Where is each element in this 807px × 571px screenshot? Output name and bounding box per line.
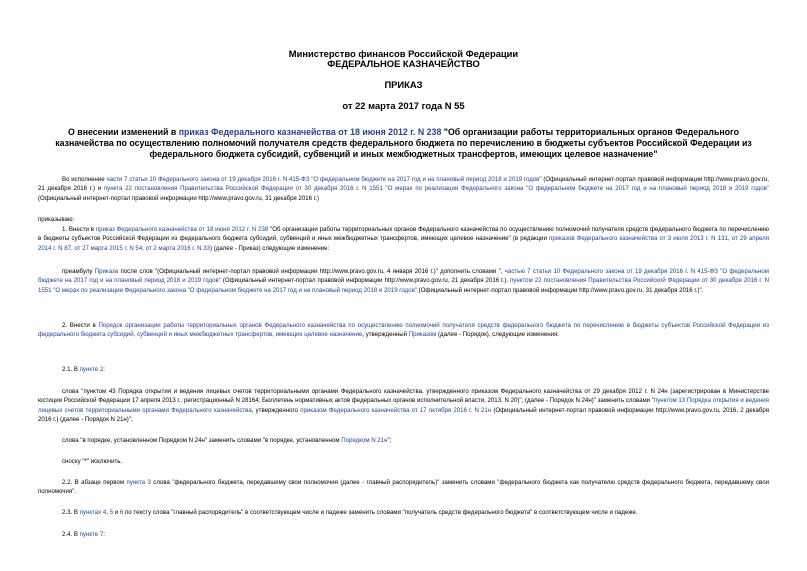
text: ) (далее - Приказ) следующие изменение: — [210, 244, 330, 252]
text: по тексту слова "главный распорядитель" в соответствующем числе и падеже заменить словами "получатель средств федерального бюджета" в соответствующем числе и падеже. — [123, 509, 638, 516]
law-415fz-part7-link[interactable]: частью 7 статьи 10 Федерального закона от 19 декабря 2016 г. N 415-ФЗ "О федеральном бюджете на 2017 год и на плановый период 2018 и 2019 годов" — [38, 268, 769, 285]
text: слова "в порядке, установленном Порядком N 24н" заменить словами "в порядке, установленном — [62, 437, 342, 444]
text: "; — [387, 437, 392, 444]
text: , утвержденного — [251, 406, 301, 414]
paragraph-order-word: приказываю: — [38, 216, 75, 223]
text: "Об организации работы территориальных органов Федерального казначейства по осуществлению полномочий получателя средств федерального бюджета по перечислению в бюджеты субъектов Российской Федерации из федерального бюджета субсидий, субвенций и иных межбюджетных трансфертов, имеющих целевое назначение" (в редакции — [38, 226, 769, 243]
paragraph-words-replace-2 — [38, 436, 769, 445]
title-text-post: "Об организации работы территориальных органов Федерального казначейства по осуществлению полномочий получателя средств федерального бюджета по перечислению в бюджеты субъектов Российской Федерации из федерального бюджета субсидий, субвенций и иных межбюджетных трансфертов, имеющих целевое назначение" — [55, 127, 752, 159]
ministry-name: Министерство финансов Российской Федерации — [288, 48, 519, 59]
paragraph-item-1 — [38, 225, 769, 253]
text: слова "пунктом 43 Порядка открытия и ведения лицевых счетов территориальными органами Федерального казначейства, утвержденного приказом Федерального казначейства от 29 декабря 2012 г. N 24н (зарегистрирован в Министерстве юстиции Российской Федерации 17 апреля 2013 г., регистрационный N 28164; Бюллетень нормативных актов федеральных органов исполнительной власти, 2013, N 20)", (далее - Порядок N 24н)" заменить словами " — [38, 388, 769, 405]
clause-2-link[interactable]: пункте 2 — [79, 366, 104, 373]
text: Во исполнение — [62, 176, 107, 183]
clause-5-link[interactable]: 5 — [109, 509, 114, 516]
text: слова "федерального бюджета, передавшему свои полномочия (далее - главный распорядитель)" заменить словами "федерального бюджета как получателю средств федерального бюджета, передавшему свои полномочия". — [38, 479, 770, 496]
paragraph-item-2-3 — [38, 508, 769, 517]
text: , — [106, 509, 110, 516]
text: 1. Внести в — [62, 226, 96, 233]
paragraph-item-2-1 — [38, 365, 769, 374]
clause-3-link[interactable]: пункта 3 — [126, 479, 151, 486]
clause-7-link[interactable]: пункте 7 — [79, 531, 104, 538]
text: : — [103, 531, 105, 538]
procedure-21n-link[interactable]: Порядком N 21н — [341, 437, 388, 444]
document-type: ПРИКАЗ — [384, 79, 423, 90]
order-link[interactable]: Приказа — [94, 268, 119, 275]
text: (Официальный интернет-портал правовой информации http://www.pravo.gov.ru, 31 декабря 2016 г.)". — [416, 286, 704, 294]
paragraph-preamble — [38, 175, 769, 203]
text: преамбулу — [62, 268, 95, 275]
text: (далее - Порядок), следующие изменения: — [436, 331, 559, 339]
title-order-link[interactable]: приказ Федерального казначейства от 18 июня 2012 г. N 238 — [178, 127, 442, 137]
agency-name: ФЕДЕРАЛЬНОЕ КАЗНАЧЕЙСТВО — [327, 58, 480, 69]
order-21n-link[interactable]: приказом Федерального казначейства от 17 октября 2016 г. N 21н — [300, 406, 492, 414]
title-text-pre: О внесении изменений в — [68, 127, 179, 137]
clause-6-link[interactable]: 6 — [119, 509, 124, 516]
text: 2.3. В — [62, 509, 80, 516]
document-title — [38, 127, 769, 160]
text: 2.4. В — [62, 531, 80, 538]
text: (Официальный интернет-портал правовой информации http://www.pravo.gov.ru, 21 декабря 2016 г.) и — [38, 176, 769, 193]
resolution-1551-item22-link[interactable]: пунктом 22 постановления Правительства Российской Федерации от 30 декабря 2016 г. N 1551 "О мерах по реализации Федерального закона "О федеральном бюджете на 2017 год и на плановый период 2018 и 2019 годов" — [38, 277, 769, 294]
text: : — [103, 366, 105, 373]
paragraph-item-2-4 — [38, 530, 769, 539]
text: 2. Внести в — [62, 322, 99, 329]
paragraph-item-2-2 — [38, 478, 769, 497]
paragraph-item-2 — [38, 321, 769, 340]
paragraph-footnote-remove: сноску "*" исключить. — [62, 458, 123, 465]
document-date-number: от 22 марта 2017 года N 55 — [342, 100, 465, 111]
order-238-link[interactable]: приказ Федерального казначейства от 18 июня 2012 г. N 238 — [95, 226, 269, 233]
law-415fz-link[interactable]: части 7 статьи 10 Федерального закона от 19 декабря 2016 г. N 415-ФЗ "О федеральном бюджете на 2017 год и на плановый период 2018 и 2019 годов" — [106, 176, 542, 183]
paragraph-words-replace-1 — [38, 387, 769, 425]
text: после слов "(Официальный интернет-портал правовой информации http://www.pravo.gov.ru, 4 января 2016 г.)" дополнить словами ", — [118, 268, 505, 275]
text: 2.1. В — [62, 366, 80, 373]
resolution-1551-link[interactable]: пункта 22 постановления Правительства Российской Федерации от 30 декабря 2016 г. N 1551 "О мерах по реализации Федерального закона "О федеральном бюджете на 2017 год и на плановый период 2018 и 2019 годов" — [103, 185, 769, 193]
clause-4-link[interactable]: пунктах 4 — [79, 509, 107, 516]
text: (Официальный интернет-портал правовой информации http://www.pravo.gov.ru, 31 декабря 2016 г.) — [38, 194, 319, 202]
order-approved-link[interactable]: Приказом — [408, 331, 437, 339]
text: и — [113, 509, 120, 516]
text: 2.2. В абзаце первом — [62, 479, 127, 486]
paragraph-preamble-change — [38, 267, 769, 295]
text: (Официальный интернет-портал правовой информации http://www.pravo.gov.ru, 2016, 2 декабря 2016 г.) (далее - Порядок N 21н)"; — [38, 406, 770, 424]
procedure-clause-13-link[interactable]: пунктом 13 Порядка открытия и ведения лицевых счетов территориальными органами Федерального казначейства — [38, 397, 769, 414]
procedure-link[interactable]: Порядок организации работы территориальных органов Федерального казначейства по осуществлению полномочий получателя средств федерального бюджета по перечислению в бюджеты субъектов Российской Федерации из федерального бюджета субсидий, субвенций и иных межбюджетных трансфертов, имеющих целевое назначение — [38, 322, 769, 339]
text: , утвержденный — [362, 331, 409, 339]
amending-orders-link[interactable]: приказов Федерального казначейства от 3 июля 2013 г. N 131, от 29 апреля 2014 г. N 87, от 27 марта 2015 г. N 54, от 2 марта 2016 г. N 33 — [38, 235, 770, 252]
text: (Официальный интернет-портал правовой информации http://www.pravo.gov.ru, 21 декабря 2016 г.), — [220, 277, 511, 285]
